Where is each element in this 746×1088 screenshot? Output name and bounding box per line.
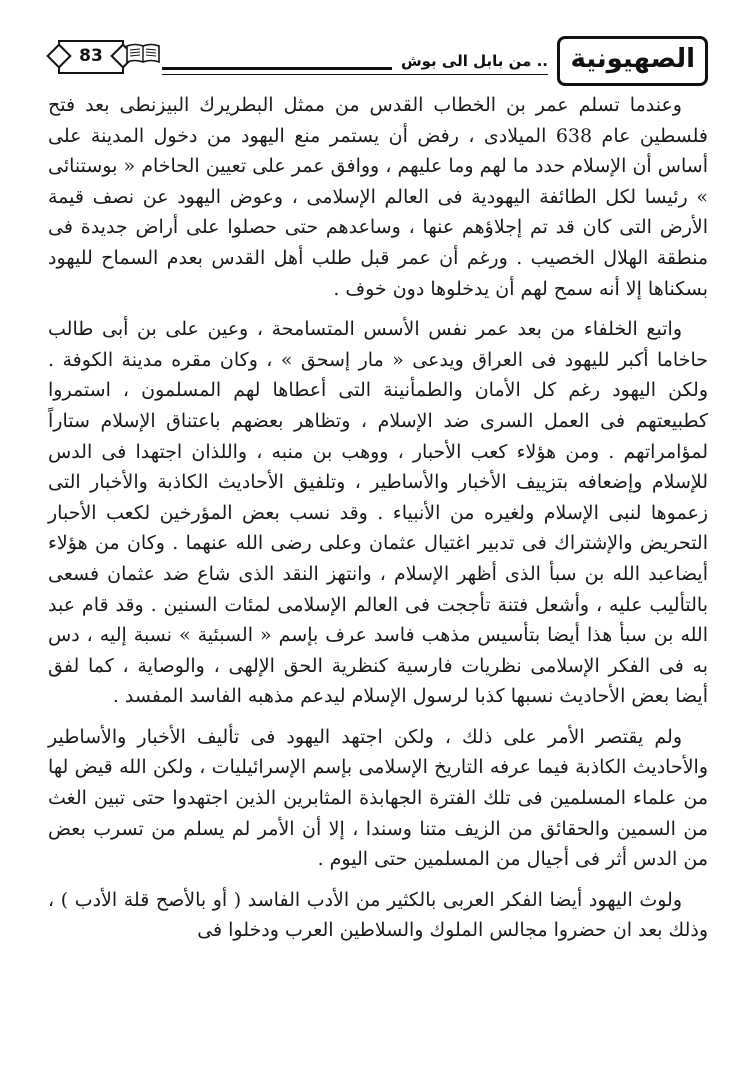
header-rule <box>162 67 392 70</box>
paragraph-1: وعندما تسلم عمر بن الخطاب القدس من ممثل البطريرك البيزنطى بعد فتح فلسطين عام 638 الميلادى ، رفض أن يستمر منع اليهود من دخول المدينة على أساس أن الإسلام حدد ما لهم وما عليهم ، ووافق عمر على تعيين الحاخام « بوستنائى » رئيسا لكل الطائفة اليهودية فى العالم الإسلامى ، وعوض اليهود عن نصف قيمة الأرض التى كان قد تم إجلاؤهم عنها ، وساعدهم حتى حصلوا على أراض جديدة فى منطقة الهلال الخصيب . ورغم أن عمر قبل طلب أهل القدس بعدم السماح لليهود بسكناها إلا أنه سمح لهم أن يدخلوها دون خوف . <box>48 94 708 300</box>
header-rule-thin <box>162 74 548 75</box>
paragraph-4: ولوث اليهود أيضا الفكر العربى بالكثير من الأدب الفاسد ( أو بالأصح قلة الأدب ) ، وذلك بعد ان حضروا مجالس الملوك والسلاطين العرب ودخلوا فى <box>48 888 708 942</box>
header-subtitle: .. من بابل الى بوش <box>400 52 548 70</box>
page-body <box>48 90 708 956</box>
page-number: 83 <box>79 46 103 66</box>
paragraph-3: ولم يقتصر الأمر على ذلك ، ولكن اجتهد اليهود فى تأليف الأخبار والأساطير والأحاديث الكاذبة فيما عرفه التاريخ الإسلامى بإسم الإسرائيليات ، ولكن الله قيض لها من علماء المسلمين فى تلك الفترة الجهابذة المثابرين الذين اجتهدوا حتى تبين الغث من السمين والحقائق من الزيف متنا وسندا ، إلا أن الأمر لم يسلم من تسرب بعض من الدس أثر فى أجيال من المسلمين حتى اليوم . <box>48 725 708 871</box>
page-header <box>50 36 708 86</box>
header-title: الصهيونية <box>557 36 708 86</box>
paragraph-2: واتبع الخلفاء من بعد عمر نفس الأسس المتسامحة ، وعين على بن أبى طالب حاخاما أكبر لليهود فى العراق ويدعى « مار إسحق » ، وكان مقره مدينة الكوفة . ولكن اليهود رغم كل الأمان والطمأنينة التى أعطاها لهم المسلمون ، استمروا كطبيعتهم فى العمل السرى ضد الإسلام ، وتظاهر بعضهم باعتناق الإسلام ستاراً لمؤامراتهم . ومن هؤلاء كعب الأحبار ، ووهب بن منبه ، واللذان اجتهدا فى الدس للإسلام وإضعافه بتزييف الأخبار والأساطير ، وتلفيق الأحاديث الكاذبة والأخبار التى زعموها لنبى الإسلام ولغيره من الأنبياء . وقد نسب بعض المؤرخين لكعب الأحبار التحريض والإشتراك فى تدبير اغتيال عثمان وعلى رضى الله عنهما . وكان من هؤلاء أيضاعبد الله بن سبأ الذى أظهر الإسلام ، وانتهز النقد الذى شاع ضد عثمان فسعى بالتأليب عليه ، وأشعل فتنة تأججت فى العالم الإسلامى لمئات السنين . وقد قام عبد الله بن سبأ هذا أيضا بتأسيس مذهب فاسد عرف بإسم « السبئية » نسبة إليه ، دس به فى الفكر الإسلامى نظريات فارسية كنظرية الحق الإلهى ، والوصاية ، كما لفق أيضا بعض الأحاديث نسبها كذبا لرسول الإسلام ليدعم مذهبه الفاسد المفسد . <box>48 318 708 708</box>
open-book-icon <box>126 42 160 64</box>
page-number-frame <box>58 40 124 74</box>
